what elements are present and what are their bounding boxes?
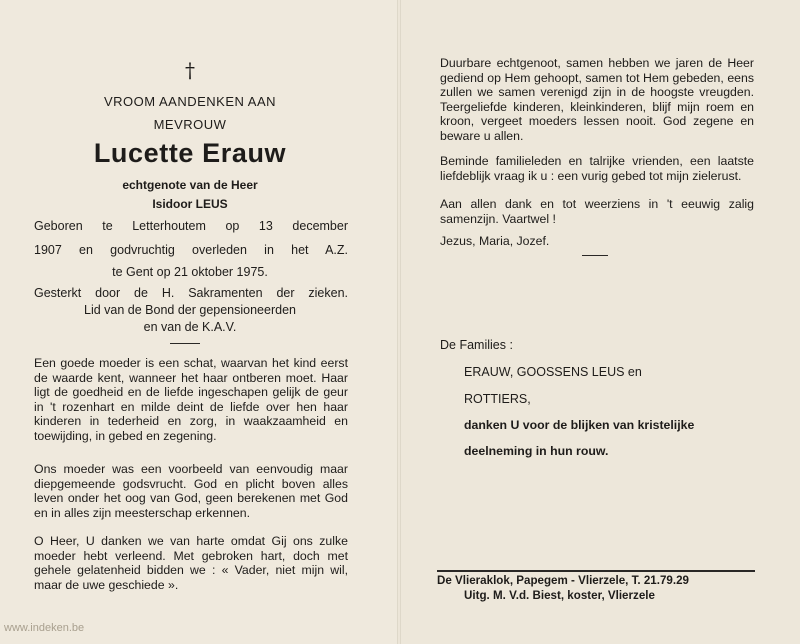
birth-line-2: 1907 en godvruchtig overleden in het A.Z. [34,243,348,257]
heading-title: MEVROUW [153,117,227,132]
families-label: De Families : [440,338,513,352]
mother-paragraph-1: Een goede moeder is een schat, waarvan het kind eerst de waarde kent, wanneer het haar ontberen moet. Haar ligt de goedheid en de liefde ingeschapen gelijk de geur in 't rozenhart en milde deint de liefde over hen haar kinderen in tederheid en zorg, in waakzaamheid en toewijding, in gebed en zegening. [34,356,348,443]
farewell-paragraph-2: Beminde familieleden en talrijke vrienden, een laatste liefdeblijk vraag ik u : een vurig gebed tot mijn zielerust. [440,154,754,183]
center-fold [397,0,401,644]
membership-line-2: en van de K.A.V. [143,320,237,334]
families-names-1: ERAUW, GOOSSENS LEUS en [464,365,642,379]
printer-line-1: De Vlieraklok, Papegem - Vlierzele, T. 21.79.29 [437,574,689,587]
mother-paragraph-2: Ons moeder was een voorbeeld van eenvoudig maar diepgemeende godsvrucht. God en plicht boven alles leven onder het oog van God, geen berekenen met God en in alles zijn meesterschap erkennen. [34,462,348,520]
farewell-invocation: Jezus, Maria, Jozef. [440,234,550,248]
deceased-name: Lucette Erauw [93,138,287,168]
printer-line-2: Uitg. M. V.d. Biest, koster, Vlierzele [464,589,655,602]
right-divider [582,255,608,256]
membership-line-1: Lid van de Bond der gepensioneerden [84,303,296,317]
families-names-2: ROTTIERS, [464,392,531,406]
birth-line-3: te Gent op 21 oktober 1975. [112,265,268,279]
farewell-paragraph-3: Aan allen dank en tot weerziens in 't eeuwig zalig samenzijn. Vaartwel ! [440,197,754,226]
thanks-line-1: danken U voor de blijken van kristelijke [464,418,695,432]
cross-symbol: † [185,58,195,82]
mother-paragraph-3: O Heer, U danken we van harte omdat Gij ons zulke moeder hebt verleend. Met gebroken hart, doch met gehele gelatenheid bidden we : « Vader, niet mijn wil, maar de uwe geschiede ». [34,534,348,592]
thanks-line-2: deelneming in hun rouw. [464,444,609,458]
footer-rule [437,570,755,572]
birth-line-1: Geboren te Letterhoutem op 13 december [34,219,348,233]
spouse-name: Isidoor LEUS [152,197,228,211]
watermark: www.indeken.be [4,622,85,634]
farewell-paragraph-1: Duurbare echtgenoot, samen hebben we jaren de Heer gediend op Hem gehoopt, samen tot Hem gebeden, eens zullen we samen verenigd zijn in de hoogste vreugden. Teergeliefde kinderen, kleinkinderen, blijf mijn roem en kroon, vergeet moeders lessen nooit. God zegene en beware u allen. [440,56,754,143]
sacraments-line: Gesterkt door de H. Sakramenten der zieken. [34,286,348,300]
spouse-line: echtgenote van de Heer [122,178,258,192]
divider [170,343,200,344]
heading-remembrance: VROOM AANDENKEN AAN [103,94,277,109]
